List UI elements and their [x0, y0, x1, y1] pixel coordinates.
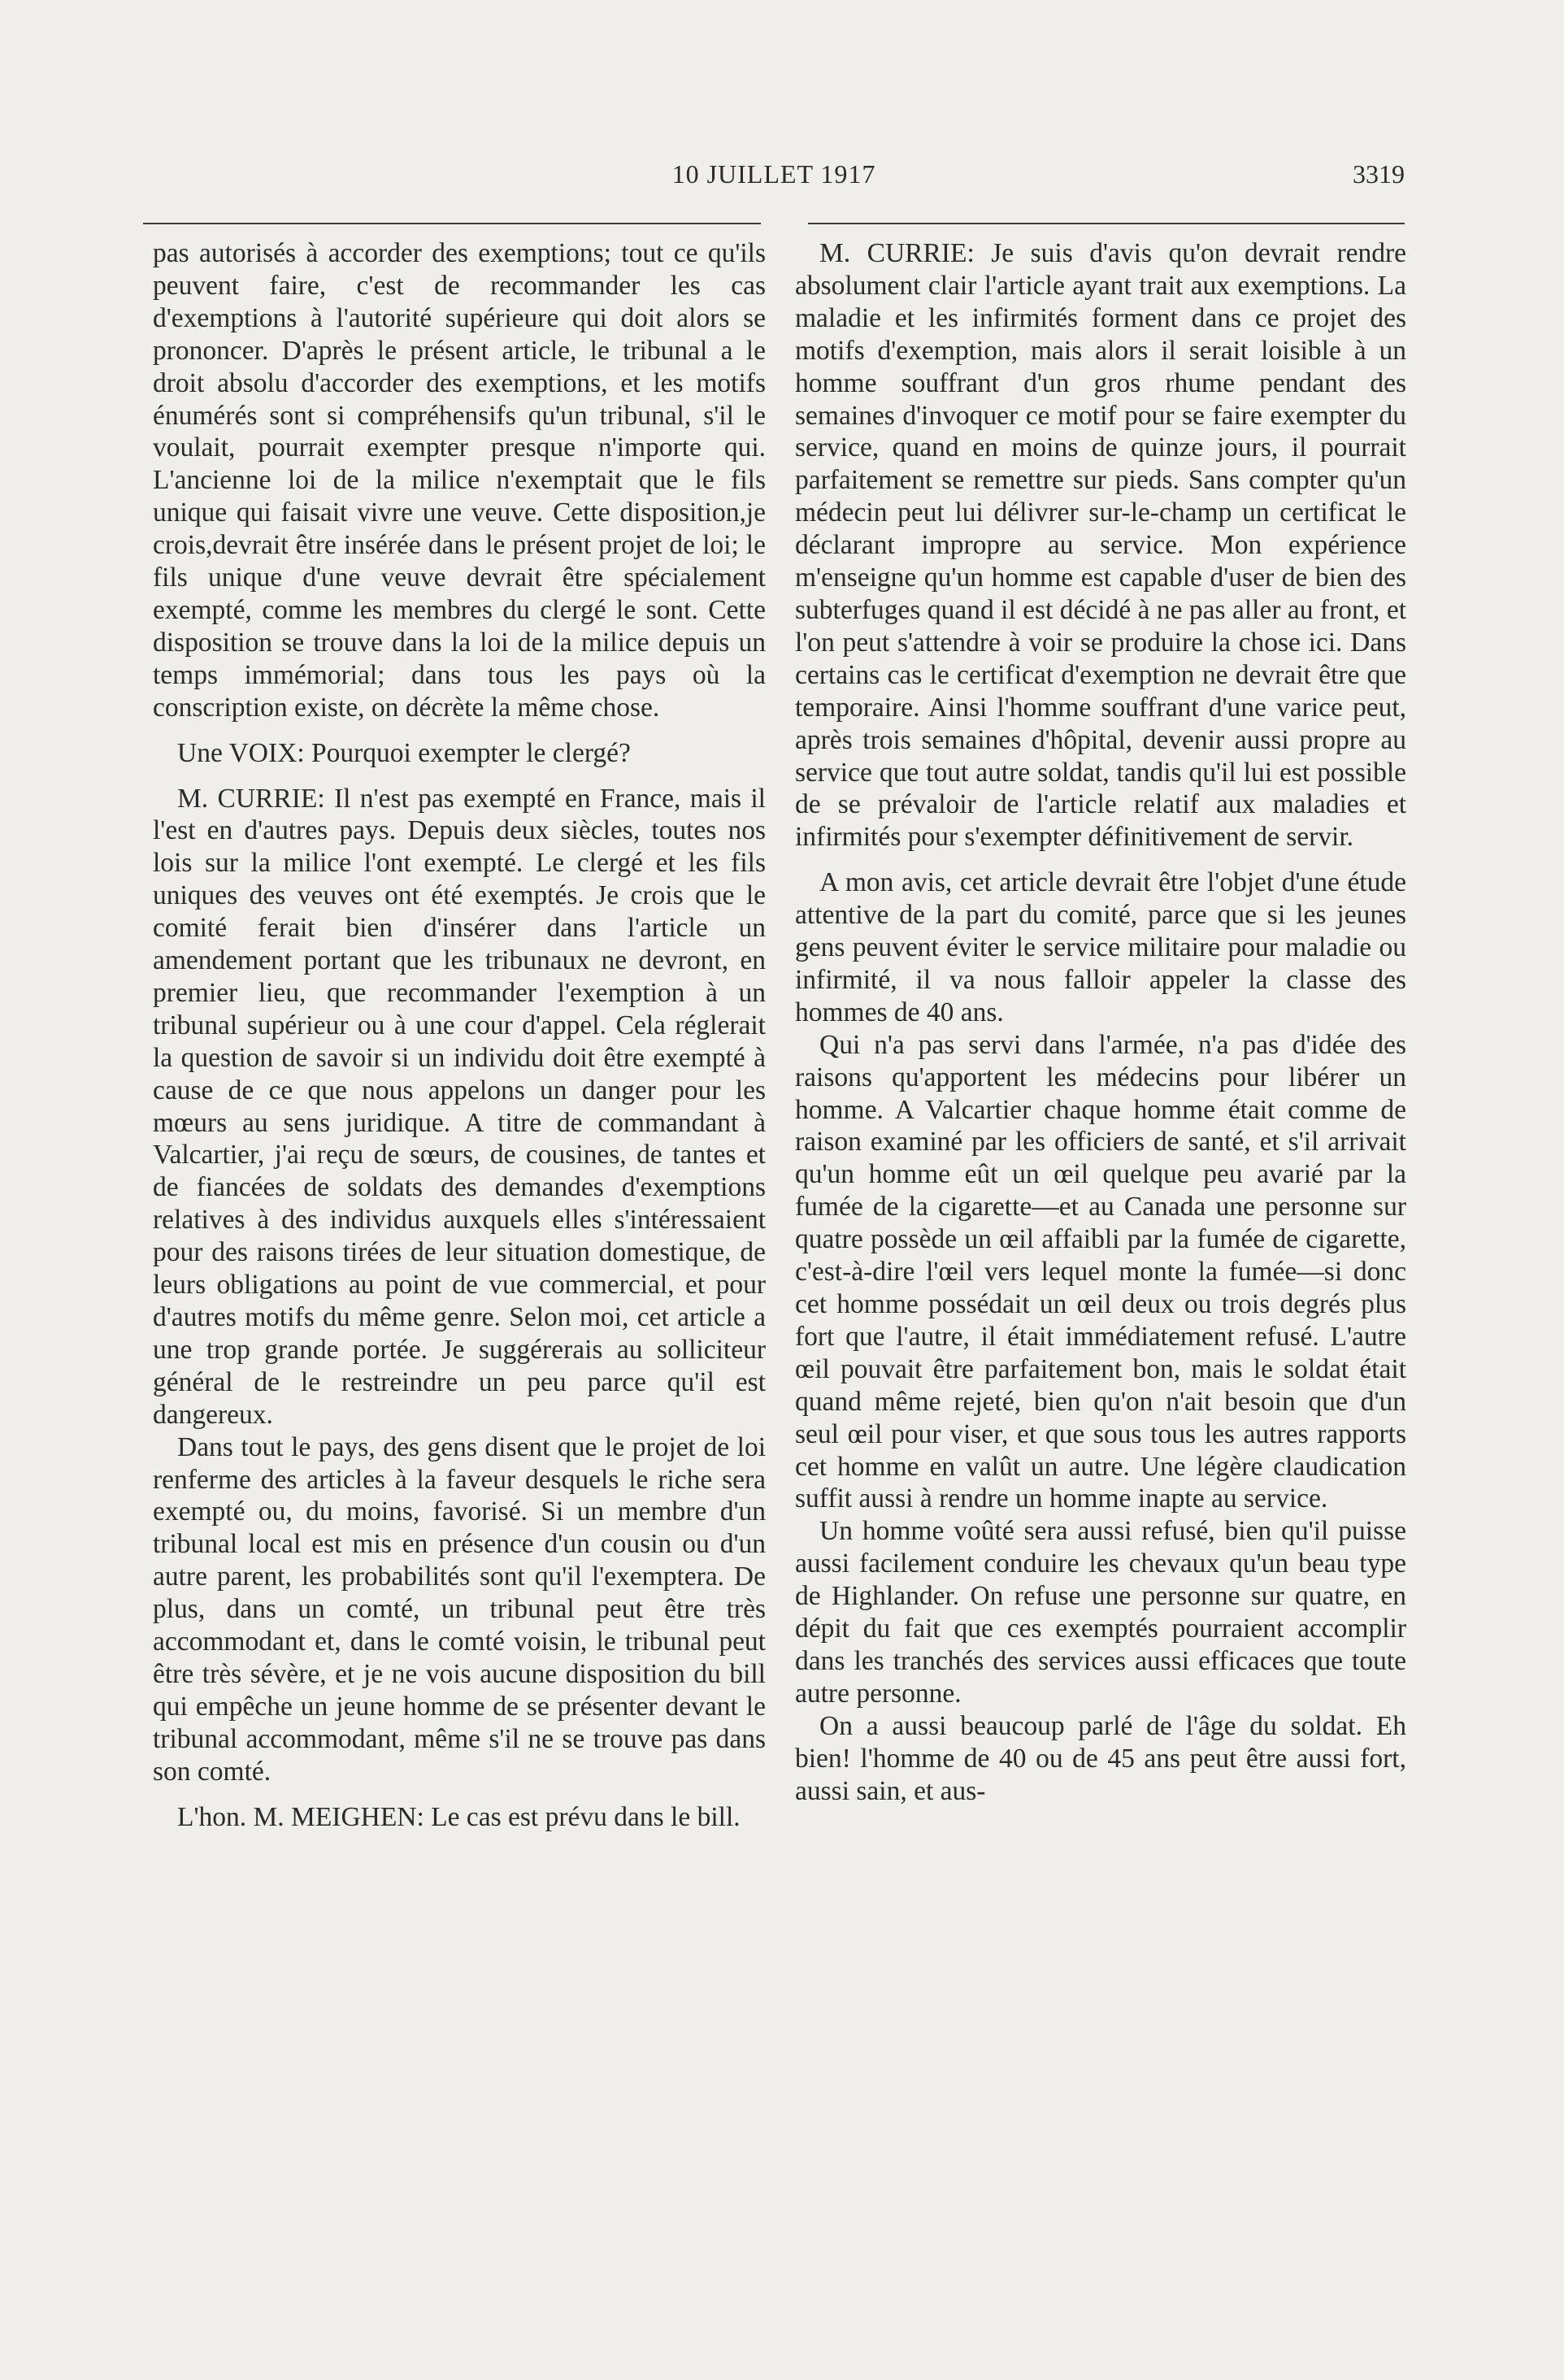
page-header	[143, 159, 1405, 195]
paragraph: L'hon. M. MEIGHEN: Le cas est prévu dans le bill.	[177, 1801, 741, 1832]
paragraph: M. CURRIE: Je suis d'avis qu'on devrait rendre absolument clair l'article ayant trait aux exemptions. La maladie et les infirmités forment dans ce projet des motifs d'exemption, mais alors il serait loisible à un homme souffrant d'un gros rhume pendant des semaines d'invoquer ce motif pour se faire exempter du service, quand en moins de quinze jours, il pourrait parfaitement se remettre sur pieds. Sans compter qu'un médecin peut lui délivrer sur-le-champ un certificat le déclarant impropre au service. Mon expérience m'enseigne qu'un homme est capable d'user de bien des subterfuges quand il est décidé à ne pas aller au front, et l'on peut s'attendre à voir se produire la chose ici. Dans certains cas le certificat d'exemption ne devrait être que temporaire. Ainsi l'homme souffrant d'une varice peut, après trois semaines d'hôpital, devenir aussi propre au service que tout autre soldat, tandis qu'il lui est possible de se prévaloir de l'article relatif aux maladies et infirmités pour s'exempter définitivement de servir.	[795, 238, 1406, 853]
paragraph: On a aussi beaucoup parlé de l'âge du soldat. Eh bien! l'homme de 40 ou de 45 ans peut être aussi fort, aussi sain, et aus-	[795, 1710, 1406, 1806]
right-column	[795, 237, 1406, 1808]
paragraph: Une VOIX: Pourquoi exempter le clergé?	[177, 737, 631, 768]
header-rule-right	[808, 223, 1405, 224]
paragraph: Dans tout le pays, des gens disent que le projet de loi renferme des articles à la faveur desquels le riche sera exempté ou, du moins, favorisé. Si un membre d'un tribunal local est mis en présence d'un cousin ou d'un autre parent, les probabilités sont qu'il l'exemptera. De plus, dans un comté, un tribunal peut être très accommodant et, dans le comté voisin, le tribunal peut être très sévère, et je ne vois aucune disposition du bill qui empêche un jeune homme de se présenter devant le tribunal accommodant, même s'il ne se trouve pas dans son comté.	[153, 1431, 766, 1787]
paragraph: Un homme voûté sera aussi refusé, bien qu'il puisse aussi facilement conduire les chevaux qu'un beau type de Highlander. On refuse une personne sur quatre, en dépit du fait que ces exemptés pourraient accomplir dans les tranchés des services aussi efficaces que toute autre personne.	[795, 1516, 1406, 1709]
header-rule-left	[143, 223, 761, 224]
left-column	[153, 237, 766, 1834]
paragraph: pas autorisés à accorder des exemptions; tout ce qu'ils peuvent faire, c'est de recommander les cas d'exemptions à l'autorité supérieure qui doit alors se prononcer. D'après le présent article, le tribunal a le droit absolu d'accorder des exemptions, et les motifs énumérés sont si compréhensifs qu'un tribunal, s'il le voulait, pourrait exempter presque n'importe qui. L'ancienne loi de la milice n'exemptait que le fils unique qui faisait vivre une veuve. Cette disposition,je crois,devrait être insérée dans le présent projet de loi; le fils unique d'une veuve devrait être spécialement exempté, comme les membres du clergé le sont. Cette disposition se trouve dans la loi de la milice depuis un temps immémorial; dans tous les pays où la conscription existe, on décrète la même chose.	[153, 238, 766, 723]
paragraph: M. CURRIE: Il n'est pas exempté en France, mais il l'est en d'autres pays. Depuis deux siècles, toutes nos lois sur la milice l'ont exempté. Le clergé et les fils uniques des veuves ont été exemptés. Je crois que le comité ferait bien d'insérer dans l'article un amendement portant que les tribunaux ne devront, en premier lieu, que recommander l'exemption à un tribunal supérieur ou à une cour d'appel. Cela réglerait la question de savoir si un individu doit être exempté à cause de ce que nous appelons un danger pour les mœurs au sens juridique. A titre de commandant à Valcartier, j'ai reçu de sœurs, de cousines, de tantes et de fiancées de soldats des demandes d'exemptions relatives à des individus auxquels elles s'intéressaient pour des raisons tirées de leur situation domestique, de leurs obligations au point de vue commercial, et pour d'autres motifs du même genre. Selon moi, cet article a une trop grande portée. Je suggérerais au solliciteur général de le restreindre un peu parce qu'il est dangereux.	[153, 783, 766, 1430]
page-number: 3319	[1353, 159, 1405, 189]
paragraph: A mon avis, cet article devrait être l'objet d'une étude attentive de la part du comité, parce que si les jeunes gens peuvent éviter le service militaire pour maladie ou infirmité, il va nous falloir appeler la classe des hommes de 40 ans.	[795, 867, 1406, 1027]
header-date: 10 JUILLET 1917	[671, 159, 876, 189]
paragraph: Qui n'a pas servi dans l'armée, n'a pas d'idée des raisons qu'apportent les médecins pour libérer un homme. A Valcartier chaque homme était comme de raison examiné par les officiers de santé, et s'il arrivait qu'un homme eût un œil quelque peu avarié par la fumée de la cigarette—et au Canada une personne sur quatre possède un œil affaibli par la fumée de cigarette, c'est-à-dire l'œil vers lequel monte la fumée—si donc cet homme possédait un œil deux ou trois degrés plus fort que l'autre, il était immédiatement refusé. L'autre œil pouvait être parfaitement bon, mais le soldat était quand même rejeté, bien qu'on n'ait besoin que d'un seul œil pour viser, et que sous tous les autres rapports cet homme en valût un autre. Une légère claudication suffit aussi à rendre un homme inapte au service.	[795, 1029, 1406, 1514]
